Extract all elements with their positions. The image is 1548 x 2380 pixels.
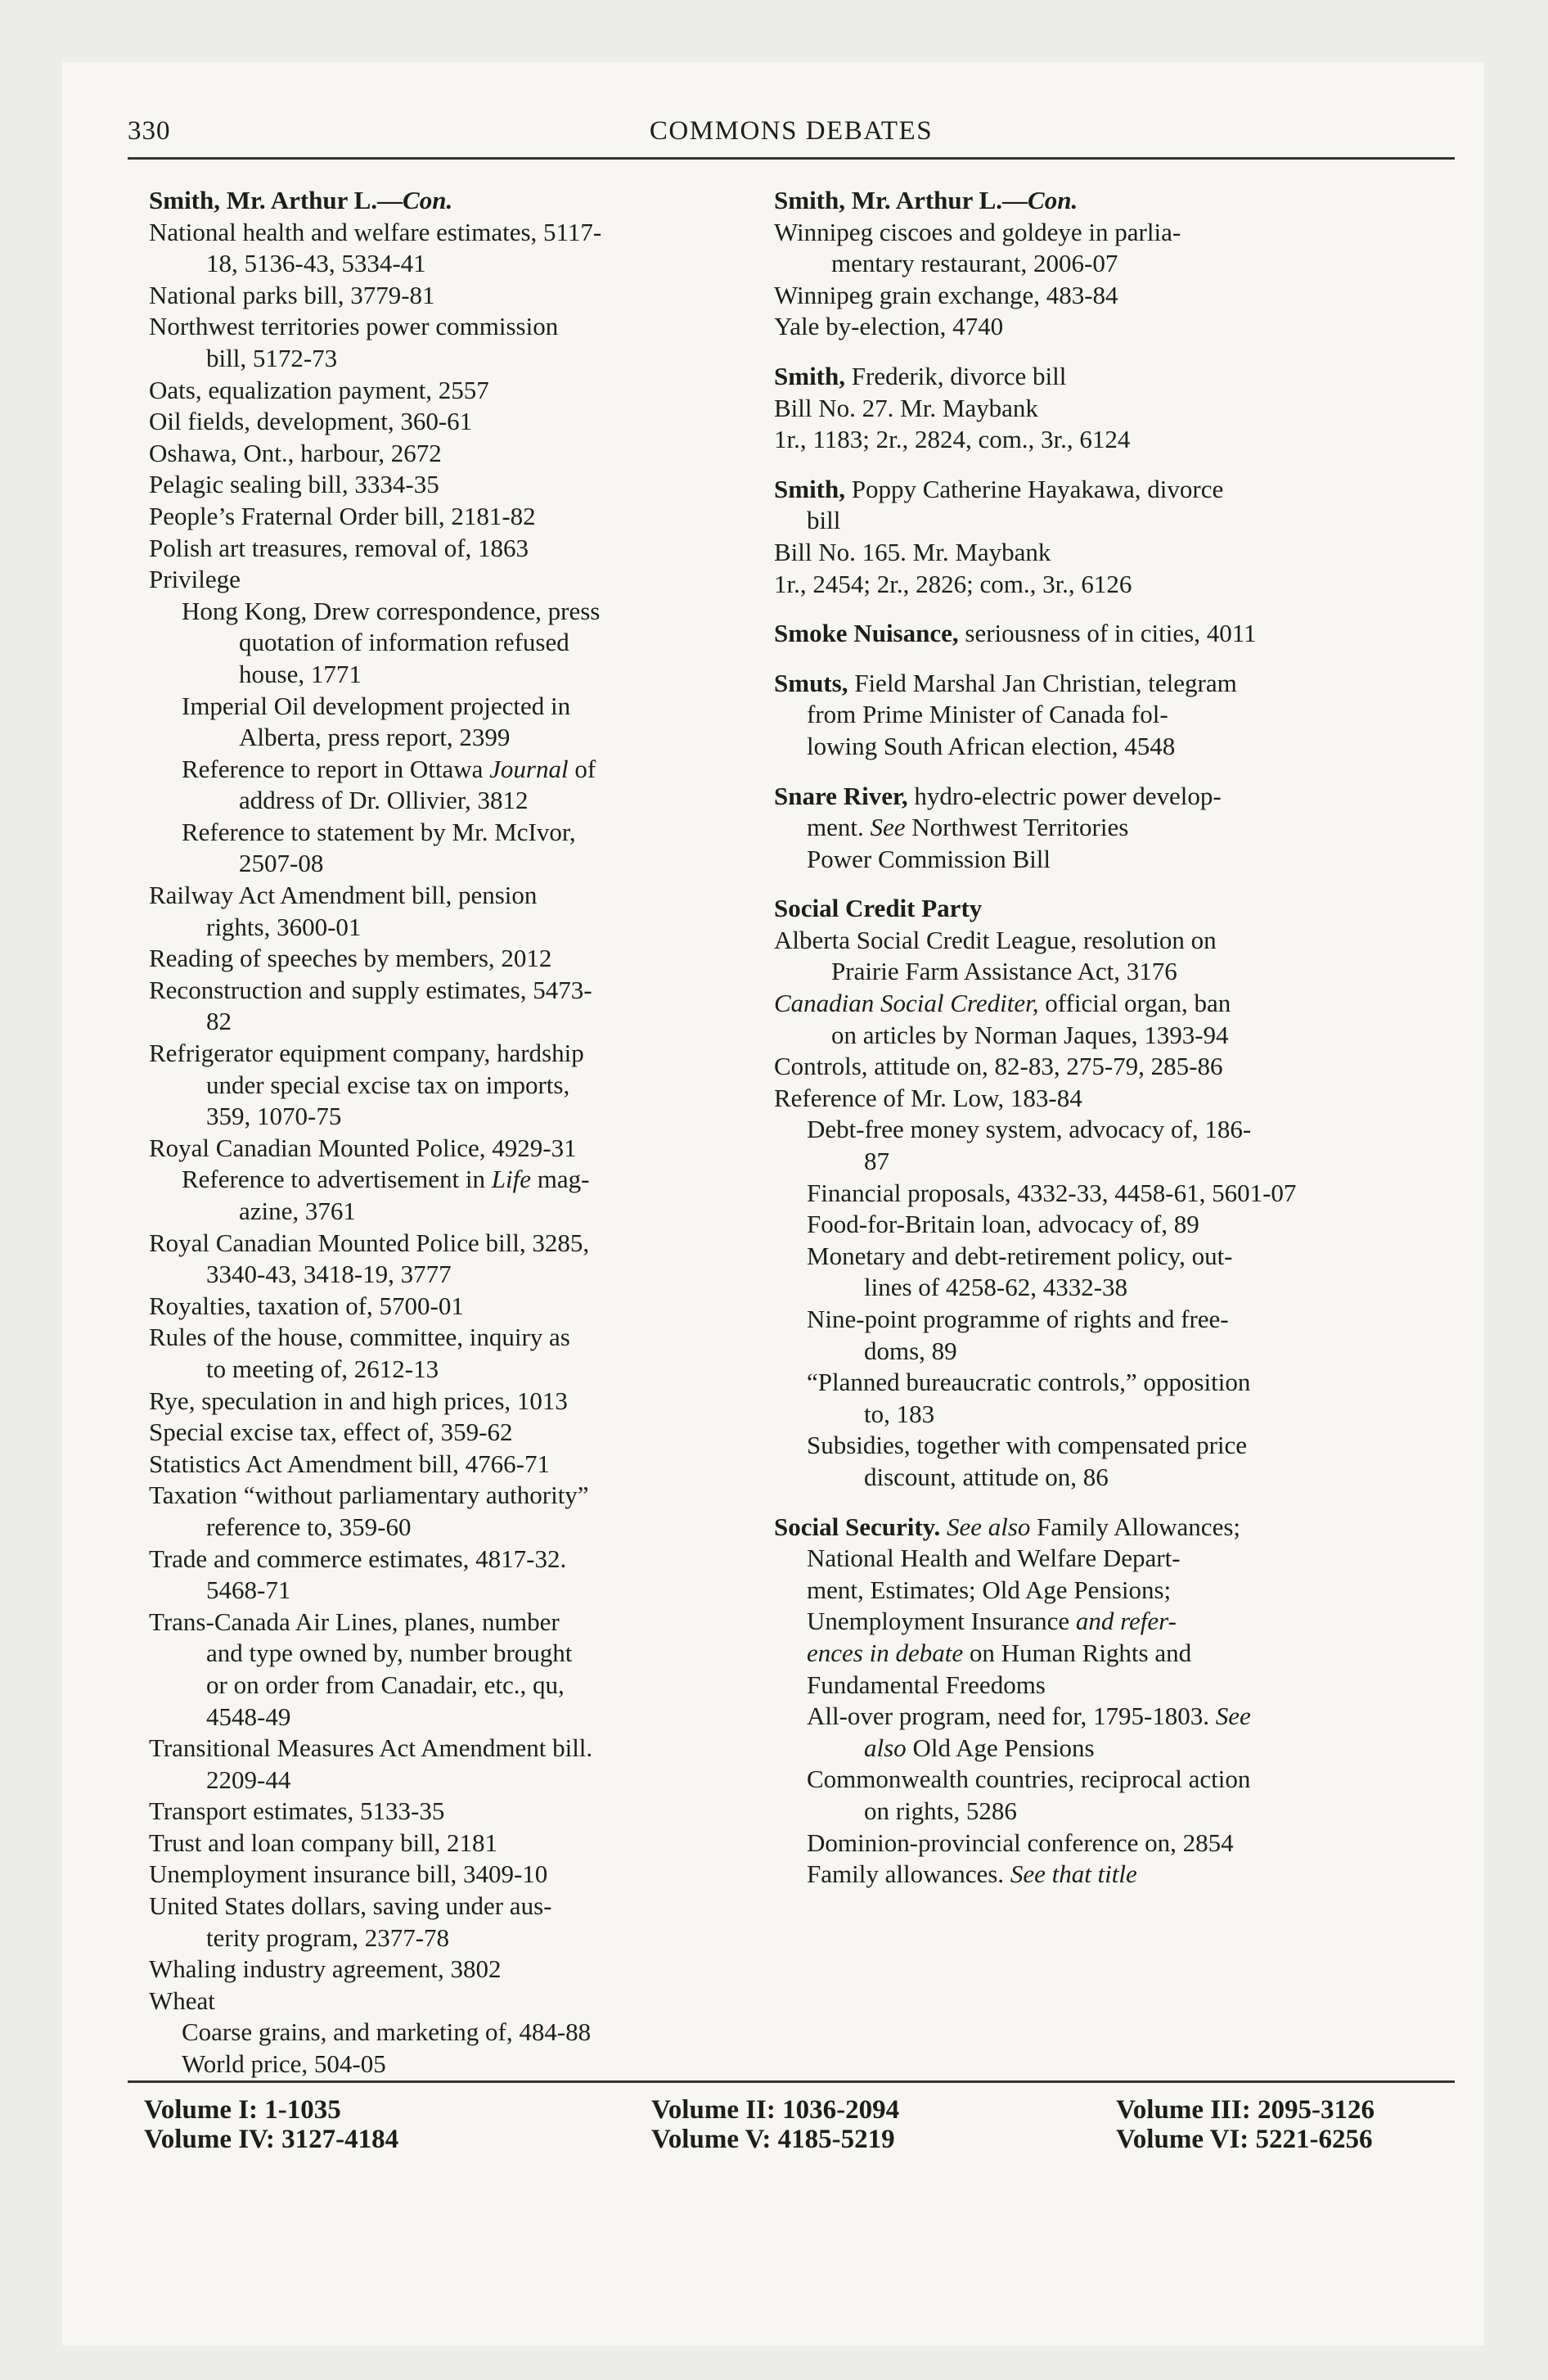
entry-line: Bill No. 165. Mr. Maybank xyxy=(774,537,1051,566)
index-subentry xyxy=(774,1828,1371,1859)
index-entry xyxy=(774,424,1371,456)
index-subentry xyxy=(774,1178,1371,1210)
entry-continuation: terity program, 2377-78 xyxy=(206,1922,450,1952)
entry-line: Reconstruction and supply estimates, 5473- xyxy=(149,975,592,1004)
entry-spacer xyxy=(774,650,1371,668)
entry-line: Winnipeg grain exchange, 483-84 xyxy=(774,280,1118,309)
heading-first-line xyxy=(774,618,1371,650)
entry-line: Wheat xyxy=(149,1986,215,2015)
entry-line: 1r., 1183; 2r., 2824, com., 3r., 6124 xyxy=(774,425,1131,454)
heading-continuation: National Health and Welfare Depart- xyxy=(807,1544,1181,1573)
index-entry xyxy=(149,880,746,943)
index-subentry xyxy=(774,1367,1371,1430)
index-entry xyxy=(149,1038,746,1133)
index-heading-entry xyxy=(774,474,1371,537)
entry-continuation: bill, 5172-73 xyxy=(206,343,338,372)
entry-line: Polish art treasures, removal of, 1863 xyxy=(149,533,529,562)
index-entry xyxy=(774,988,1371,1051)
entry-spacer xyxy=(774,456,1371,474)
index-entry xyxy=(149,280,746,312)
heading-continuation: bill xyxy=(807,506,841,535)
index-entry xyxy=(149,1954,746,1986)
index-entry xyxy=(149,375,746,407)
index-entry xyxy=(774,217,1371,280)
index-entry xyxy=(149,1828,746,1859)
entry-line: Reading of speeches by members, 2012 xyxy=(149,944,552,973)
entry-continuation: 82 xyxy=(206,1007,232,1036)
index-entry xyxy=(149,406,746,438)
index-entry xyxy=(149,1986,746,2017)
entry-line: Refrigerator equipment company, hardship xyxy=(149,1039,584,1068)
index-heading-entry xyxy=(774,361,1371,393)
index-entry xyxy=(774,1083,1371,1115)
index-subentry xyxy=(149,2017,746,2049)
entry-continuation: and type owned by, number brought xyxy=(206,1639,573,1668)
entry-continuation: 3340-43, 3418-19, 3777 xyxy=(206,1260,452,1289)
index-subentry xyxy=(149,817,746,880)
entry-line: Transport estimates, 5133-35 xyxy=(149,1796,445,1826)
index-entry xyxy=(149,1291,746,1323)
heading-continuation: from Prime Minister of Canada fol- xyxy=(807,700,1168,729)
volume-range: Volume VI: 5221-6256 xyxy=(1116,2125,1373,2154)
entry-line: Coarse grains, and marketing of, 484-88 xyxy=(182,2017,592,2047)
index-subentry xyxy=(774,1701,1371,1764)
entry-continuation: address of Dr. Ollivier, 3812 xyxy=(239,786,529,815)
entry-continuation: to meeting of, 2612-13 xyxy=(206,1354,439,1383)
heading-first-line xyxy=(774,781,1371,813)
entry-line: Pelagic sealing bill, 3334-35 xyxy=(149,470,439,499)
entry-continuation: quotation of information refused xyxy=(239,628,569,657)
entry-line: Commonwealth countries, reciprocal action xyxy=(807,1765,1251,1794)
heading-first-line xyxy=(774,668,1371,700)
index-page xyxy=(62,62,1484,2346)
entry-line: Royal Canadian Mounted Police bill, 3285, xyxy=(149,1228,590,1257)
entry-continuation: also Old Age Pensions xyxy=(864,1733,1095,1762)
heading-term: Social Security. xyxy=(774,1512,941,1541)
index-subentry xyxy=(774,1764,1371,1827)
index-entry xyxy=(149,1449,746,1481)
heading-first-line xyxy=(774,1512,1371,1544)
entry-line: Reference to report in Ottawa Journal of xyxy=(182,754,596,783)
index-entry xyxy=(149,469,746,501)
index-heading-entry xyxy=(774,618,1371,650)
index-subentry xyxy=(149,1164,746,1227)
entry-line: Rules of the house, committee, inquiry as xyxy=(149,1323,570,1352)
index-entry xyxy=(774,569,1371,601)
entry-spacer xyxy=(774,875,1371,893)
index-subentry xyxy=(149,754,746,817)
index-column-left xyxy=(149,185,746,2080)
index-entry xyxy=(149,1544,746,1607)
index-entry xyxy=(149,1796,746,1828)
heading-continuation: Unemployment Insurance and refer- xyxy=(807,1607,1177,1636)
heading-continuation: Fundamental Freedoms xyxy=(807,1670,1046,1699)
heading-continued: Con. xyxy=(403,186,453,214)
index-entry xyxy=(149,1733,746,1796)
index-entry xyxy=(149,1386,746,1418)
entry-line: Transitional Measures Act Amendment bill. xyxy=(149,1733,593,1763)
heading-term: Social Credit Party xyxy=(774,894,983,923)
entry-continuation: or on order from Canadair, etc., qu, xyxy=(206,1670,565,1699)
entry-line: Monetary and debt-retirement policy, out- xyxy=(807,1241,1233,1270)
index-subentry xyxy=(774,1859,1371,1891)
entry-spacer xyxy=(774,343,1371,361)
entry-continuation: 87 xyxy=(864,1147,889,1176)
journal-title: COMMONS DEBATES xyxy=(649,116,934,146)
index-entry xyxy=(774,1051,1371,1083)
entry-line: Reference of Mr. Low, 183-84 xyxy=(774,1083,1082,1112)
entry-continuation: to, 183 xyxy=(864,1399,935,1428)
entry-line: Royalties, taxation of, 5700-01 xyxy=(149,1291,464,1320)
entry-line: Imperial Oil development projected in xyxy=(182,691,571,720)
entry-line: Unemployment insurance bill, 3409-10 xyxy=(149,1859,548,1889)
index-entry xyxy=(149,975,746,1038)
entry-continuation: under special excise tax on imports, xyxy=(206,1070,570,1099)
volume-range: Volume V: 4185-5219 xyxy=(651,2125,895,2154)
volume-range: Volume III: 2095-3126 xyxy=(1116,2095,1375,2125)
entry-line: Reference to advertisement in Life mag- xyxy=(182,1165,590,1194)
index-subentry xyxy=(149,2049,746,2080)
index-entry xyxy=(774,925,1371,988)
heading-detail: Frederik, divorce bill xyxy=(845,361,1067,390)
entry-continuation: 5468-71 xyxy=(206,1575,291,1605)
entry-continuation: rights, 3600-01 xyxy=(206,912,362,941)
heading-continuation: Power Commission Bill xyxy=(807,844,1051,873)
entry-line: Food-for-Britain loan, advocacy of, 89 xyxy=(807,1210,1199,1239)
entry-continuation: discount, attitude on, 86 xyxy=(864,1462,1109,1491)
heading-detail: seriousness of in cities, 4011 xyxy=(958,619,1257,648)
entry-line: Winnipeg ciscoes and goldeye in parlia- xyxy=(774,217,1181,246)
entry-line: All-over program, need for, 1795-1803. See xyxy=(807,1702,1251,1731)
index-entry xyxy=(774,311,1371,343)
entry-line: Financial proposals, 4332-33, 4458-61, 5601-07 xyxy=(807,1178,1297,1207)
index-subentry xyxy=(774,1241,1371,1304)
entry-line: Subsidies, together with compensated price xyxy=(807,1431,1248,1460)
heading-first-line xyxy=(774,361,1371,393)
entry-line: Reference to statement by Mr. McIvor, xyxy=(182,817,576,846)
index-entry xyxy=(149,1891,746,1954)
entry-line: 1r., 2454; 2r., 2826; com., 3r., 6126 xyxy=(774,569,1132,598)
heading-term: Smith, xyxy=(774,474,845,503)
heading-name: Smith, Mr. Arthur L.— xyxy=(149,186,403,214)
entry-line: World price, 504-05 xyxy=(182,2049,386,2079)
index-heading-entry xyxy=(774,781,1371,876)
entry-continuation: azine, 3761 xyxy=(239,1197,356,1225)
index-subentry xyxy=(774,1304,1371,1367)
index-entry xyxy=(149,1322,746,1385)
entry-line: Canadian Social Crediter, official organ, ban xyxy=(774,989,1231,1018)
volume-range: Volume II: 1036-2094 xyxy=(651,2095,900,2125)
heading-term: Smuts, xyxy=(774,668,848,697)
index-entry xyxy=(149,1133,746,1165)
index-subentry xyxy=(149,691,746,754)
entry-spacer xyxy=(774,1494,1371,1512)
entry-continuation: house, 1771 xyxy=(239,659,362,688)
index-column-right xyxy=(774,185,1371,1891)
heading-detail: Field Marshal Jan Christian, telegram xyxy=(848,668,1237,697)
entry-continuation: Prairie Farm Assistance Act, 3176 xyxy=(831,957,1177,986)
entry-line: Privilege xyxy=(149,565,241,594)
volume-footer xyxy=(128,2080,1455,2152)
entry-line: Rye, speculation in and high prices, 1013 xyxy=(149,1386,568,1415)
page-number: 330 xyxy=(128,116,171,146)
entry-line: Statistics Act Amendment bill, 4766-71 xyxy=(149,1449,550,1478)
entry-line: Dominion-provincial conference on, 2854 xyxy=(807,1828,1234,1857)
index-entry xyxy=(149,1607,746,1733)
entry-line: Trust and loan company bill, 2181 xyxy=(149,1828,497,1857)
entry-continuation: 18, 5136-43, 5334-41 xyxy=(206,249,426,278)
index-entry xyxy=(149,501,746,533)
entry-continuation: doms, 89 xyxy=(864,1336,957,1365)
entry-continuation: mentary restaurant, 2006-07 xyxy=(831,249,1118,278)
entry-line: “Planned bureaucratic controls,” opposition xyxy=(807,1368,1251,1397)
entry-line: National parks bill, 3779-81 xyxy=(149,280,435,309)
entry-line: Special excise tax, effect of, 359-62 xyxy=(149,1418,513,1447)
heading-detail: See also Family Allowances; xyxy=(946,1512,1241,1541)
index-subentry xyxy=(774,1209,1371,1241)
entry-line: People’s Fraternal Order bill, 2181-82 xyxy=(149,501,536,530)
entry-line: Oats, equalization payment, 2557 xyxy=(149,375,489,404)
entry-continuation: on rights, 5286 xyxy=(864,1796,1017,1825)
entry-spacer xyxy=(774,763,1371,781)
continued-heading xyxy=(149,185,746,217)
entry-continuation: lines of 4258-62, 4332-38 xyxy=(864,1273,1128,1302)
entry-line: Yale by-election, 4740 xyxy=(774,312,1004,341)
index-subentry xyxy=(774,1114,1371,1177)
heading-continued: Con. xyxy=(1028,186,1078,214)
entry-continuation: 2507-08 xyxy=(239,849,324,878)
entry-line: Trade and commerce estimates, 4817-32. xyxy=(149,1544,567,1573)
heading-term: Smith, xyxy=(774,361,845,390)
index-heading-entry xyxy=(774,668,1371,763)
index-subentry xyxy=(149,596,746,691)
index-entry xyxy=(774,537,1371,569)
volume-range: Volume I: 1-1035 xyxy=(144,2095,341,2125)
entry-line: Whaling industry agreement, 3802 xyxy=(149,1954,502,1984)
heading-first-line xyxy=(774,474,1371,506)
entry-line: Trans-Canada Air Lines, planes, number xyxy=(149,1607,560,1636)
index-entry xyxy=(149,1480,746,1543)
index-entry xyxy=(149,217,746,280)
index-entry xyxy=(149,1859,746,1891)
entry-continuation: on articles by Norman Jaques, 1393-94 xyxy=(831,1020,1229,1049)
entry-line: Oshawa, Ont., harbour, 2672 xyxy=(149,438,442,467)
heading-continuation: lowing South African election, 4548 xyxy=(807,731,1176,760)
entry-continuation: reference to, 359-60 xyxy=(206,1512,412,1541)
heading-detail: hydro-electric power develop- xyxy=(907,781,1222,810)
index-entry xyxy=(149,943,746,975)
heading-term: Snare River, xyxy=(774,781,908,810)
index-entry xyxy=(774,280,1371,312)
entry-line: Family allowances. See that title xyxy=(807,1859,1137,1889)
index-subentry xyxy=(774,1430,1371,1493)
entry-line: Railway Act Amendment bill, pension xyxy=(149,881,538,910)
entry-continuation: 4548-49 xyxy=(206,1702,291,1731)
entry-line: National health and welfare estimates, 5117- xyxy=(149,217,602,246)
entry-line: Royal Canadian Mounted Police, 4929-31 xyxy=(149,1133,577,1162)
entry-spacer xyxy=(774,600,1371,618)
entry-continuation: Alberta, press report, 2399 xyxy=(239,723,511,752)
entry-line: Northwest territories power commission xyxy=(149,312,559,341)
entry-line: Debt-free money system, advocacy of, 186- xyxy=(807,1115,1252,1144)
entry-line: Oil fields, development, 360-61 xyxy=(149,407,473,436)
running-head xyxy=(128,111,1455,160)
heading-term: Smoke Nuisance, xyxy=(774,619,959,648)
entry-line: Bill No. 27. Mr. Maybank xyxy=(774,393,1038,422)
heading-continuation: ment, Estimates; Old Age Pensions; xyxy=(807,1575,1172,1604)
entry-continuation: 2209-44 xyxy=(206,1765,291,1794)
index-entry xyxy=(149,533,746,565)
heading-name: Smith, Mr. Arthur L.— xyxy=(774,186,1028,214)
entry-line: Hong Kong, Drew correspondence, press xyxy=(182,596,601,625)
index-entry xyxy=(149,1417,746,1449)
index-heading-entry xyxy=(774,893,1371,925)
index-entry xyxy=(774,393,1371,425)
entry-line: Taxation “without parliamentary authority” xyxy=(149,1481,589,1510)
entry-line: Alberta Social Credit League, resolution on xyxy=(774,925,1217,954)
entry-continuation: 359, 1070-75 xyxy=(206,1102,342,1131)
index-entry xyxy=(149,311,746,374)
index-heading-entry xyxy=(774,1512,1371,1702)
index-entry xyxy=(149,1228,746,1291)
heading-continuation: ment. See Northwest Territories xyxy=(807,813,1129,842)
continued-heading xyxy=(774,185,1371,217)
heading-first-line xyxy=(774,893,1371,925)
heading-detail: Poppy Catherine Hayakawa, divorce xyxy=(845,474,1224,503)
entry-line: United States dollars, saving under aus- xyxy=(149,1891,552,1921)
volume-range: Volume IV: 3127-4184 xyxy=(144,2125,399,2154)
entry-line: Controls, attitude on, 82-83, 275-79, 285-86 xyxy=(774,1052,1223,1081)
index-entry xyxy=(149,438,746,470)
heading-continuation: ences in debate on Human Rights and xyxy=(807,1638,1192,1667)
index-entry xyxy=(149,564,746,596)
entry-line: Nine-point programme of rights and free- xyxy=(807,1305,1229,1333)
